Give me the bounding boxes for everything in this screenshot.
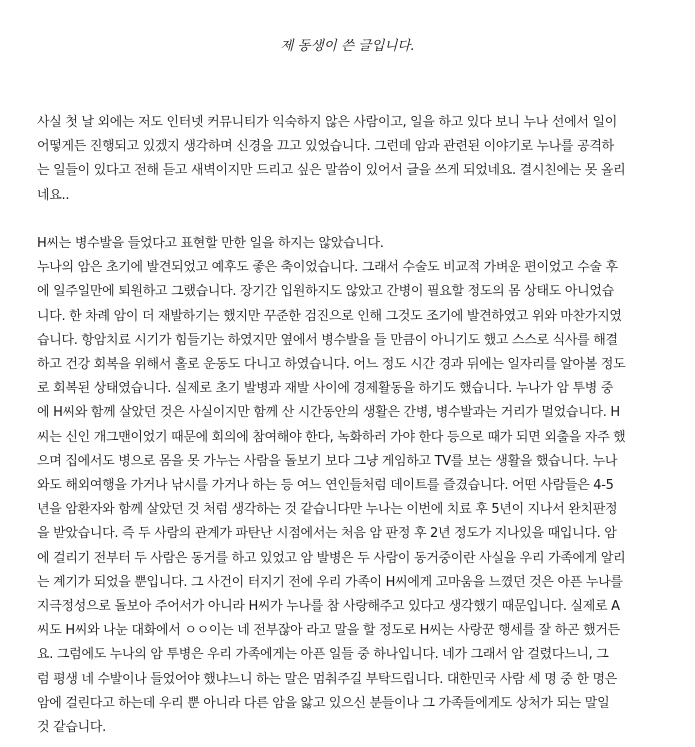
text-line: 럼 평생 네 수발이나 들었어야 했냐느니 하는 말은 멈춰주길 부탁드립니다. 대한민국 사람 세 명 중 한 명은 [37, 671, 617, 687]
text-line: 사실 첫 날 외에는 저도 인터넷 커뮤니티가 익숙하지 않은 사람이고, 일을 하고 있다 보니 누나 선에서 일이 [37, 115, 617, 130]
text-line: 에 H씨와 함께 살았던 것은 사실이지만 함께 산 시간동안의 생활은 간병, 병수발과는 거리가 멀었습니다. H [37, 405, 620, 421]
text-line: 하고 건강 회복을 위해서 홀로 운동도 다니고 하였습니다. 어느 정도 시간 경과 뒤에는 일자리를 알아볼 정도 [37, 357, 626, 373]
text-line: 니다. 한 차례 암이 더 재발하기는 했지만 꾸준한 검진으로 인해 그것도 조기에 발견하였고 위와 마찬가지였 [37, 308, 622, 324]
paragraph-body [37, 232, 663, 740]
text-line: 누나의 암은 초기에 발견되었고 예후도 좋은 축이었습니다. 그래서 수술도 비교적 가벼운 편이었고 수술 후 [37, 260, 618, 276]
text-line: 지극정성으로 돌보아 주어서가 아니라 H씨가 누나를 참 사랑해주고 있다고 생각했기 때문입니다. 실제로 A [37, 599, 620, 615]
text-line: 씨도 H씨와 나눈 대화에서 ㅇㅇ이는 네 전부잖아 라고 말을 할 정도로 H씨는 사랑꾼 행세를 잘 하곤 했거든 [37, 623, 620, 639]
text-line: 으며 집에서도 병으로 몸을 못 가누는 사람을 돌보기 보다 그냥 게임하고 TV를 보는 생활을 했습니다. 누나 [37, 453, 618, 469]
text-line: 요. 그럼에도 누나의 암 투병은 우리 가족에게는 아픈 일들 중 하나입니다. 네가 그래서 암 걸렸다느니, 그 [37, 647, 609, 663]
text-line: 는 일들이 있다고 전해 듣고 새벽이지만 드리고 싶은 말씀이 있어서 글을 쓰게 되었네요. 결시친에는 못 올리 [37, 163, 626, 179]
text-line: 것 같습니다. [37, 720, 106, 736]
text-line: H씨는 병수발을 들었다고 표현할 만한 일을 하지는 않았습니다. [37, 236, 384, 251]
text-line: 와도 해외여행을 가거나 낚시를 가거나 하는 등 여느 연인들처럼 데이트를 즐겼습니다. 어떤 사람들은 4-5 [37, 478, 614, 494]
text-line: 네요.. [37, 187, 70, 203]
text-line: 씨는 신인 개그맨이었기 때문에 회의에 참여해야 한다, 녹화하러 가야 한다 등으로 때가 되면 외출을 자주 했 [37, 429, 626, 445]
text-line: 어떻게든 진행되고 있겠지 생각하며 신경을 끄고 있었습니다. 그런데 암과 관련된 이야기로 누나를 공격하 [37, 139, 614, 155]
text-line: 로 회복된 상태였습니다. 실제로 초기 발병과 재발 사이에 경제활동을 하기도 했습니다. 누나가 암 투병 중 [37, 381, 614, 397]
text-line: 는 계기가 되었을 뿐입니다. 그 사건이 터지기 전에 우리 가족이 H씨에게 고마움을 느꼈던 것은 아픈 누나를 [37, 574, 623, 590]
text-line: 에 걸리기 전부터 두 사람은 동거를 하고 있었고 암 발병은 두 사람이 동거중이란 사실을 우리 가족에게 알리 [37, 550, 626, 566]
text-line: 년을 암환자와 함께 살았던 것 처럼 생각하는 것 같습니다만 누나는 이번에 치료 후 5년이 지나서 완치판정 [37, 502, 618, 518]
text-line: 암에 걸린다고 하는데 우리 뿐 아니라 다른 암을 앓고 있으신 분들이나 그 가족들에게도 상처가 되는 말일 [37, 695, 610, 711]
text-line: 습니다. 항암치료 시기가 힘들기는 하였지만 옆에서 병수발을 들 만큼이 아니기도 했고 스스로 식사를 해결 [37, 332, 618, 348]
text-line: 에 일주일만에 퇴원하고 그랬습니다. 장기간 입원하지도 않았고 간병이 필요할 정도의 몸 상태도 아니었습 [37, 284, 614, 300]
paragraph-intro [37, 111, 663, 208]
document-title: 제 동생이 쓴 글입니다. [280, 38, 415, 54]
text-line: 을 받았습니다. 즉 두 사람의 관계가 파탄난 시점에서는 처음 암 판정 후 2년 정도가 지나있을 때입니다. 암 [37, 526, 617, 542]
